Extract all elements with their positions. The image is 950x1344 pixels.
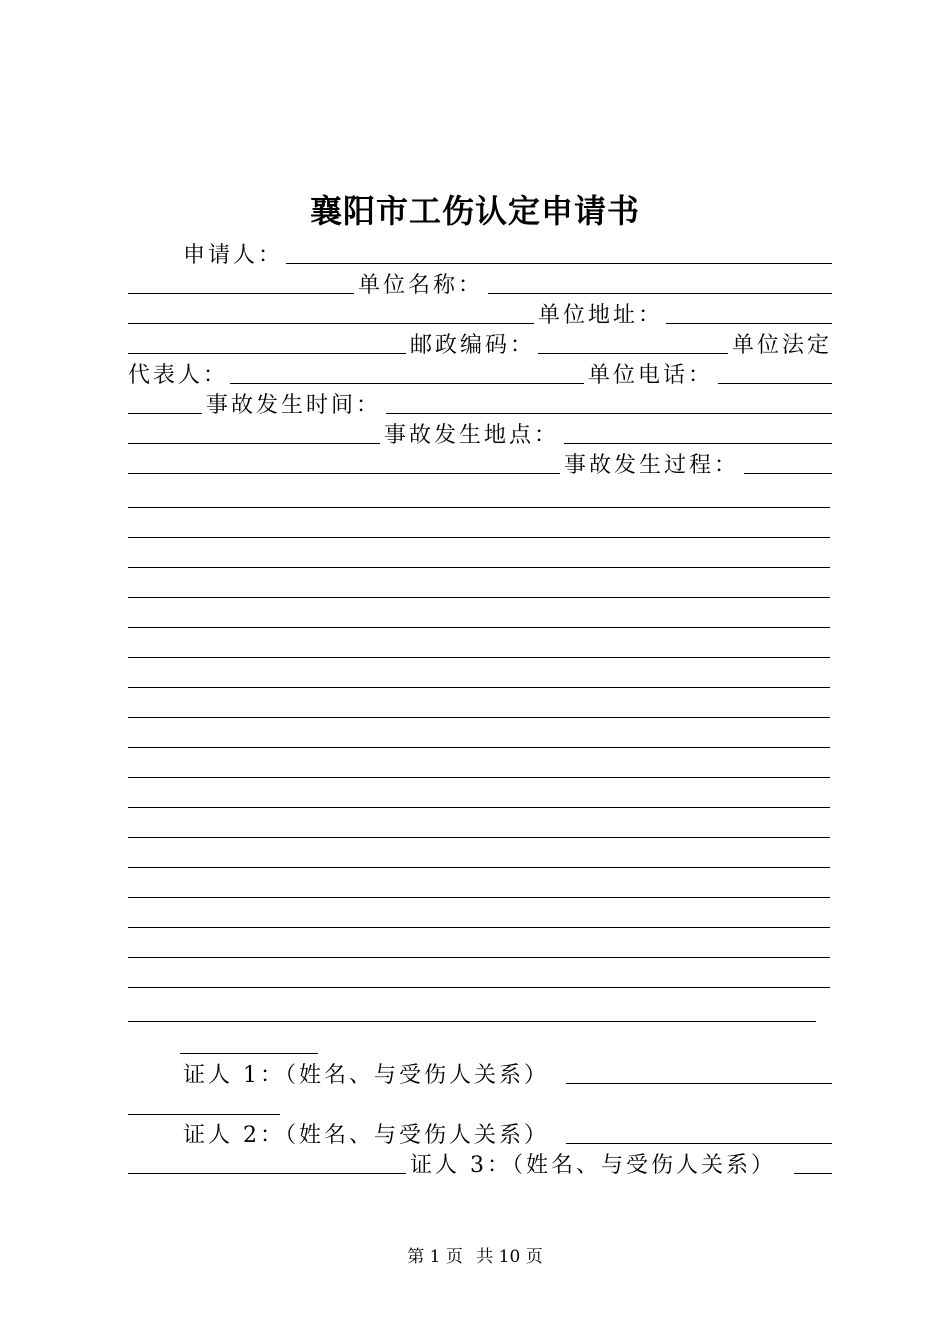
form-line-postal-code: [128, 331, 832, 361]
label-accident-place: 事故发生地点：: [384, 423, 560, 448]
label-applicant: 申请人：: [183, 243, 284, 268]
ruled-line[interactable]: [128, 537, 830, 538]
label-witness-3: 证人 3：（姓名、与受伤人关系）: [410, 1153, 776, 1178]
witness-2-blank-cont[interactable]: [128, 1173, 406, 1174]
ruled-line[interactable]: [128, 567, 830, 568]
form-line-witness-3: [128, 1151, 832, 1181]
accident-place-blank-cont[interactable]: [128, 473, 560, 474]
ruled-line[interactable]: [128, 747, 830, 748]
ruled-line[interactable]: [128, 777, 830, 778]
accident-process-blank[interactable]: [744, 473, 832, 474]
form-line-accident-time: [128, 391, 832, 421]
page-number: 第 1 页: [407, 1247, 463, 1267]
form-line-witness-1: [128, 1061, 832, 1091]
label-unit-phone: 单位电话：: [588, 363, 714, 388]
form-line-unit-address: [128, 301, 832, 331]
ruled-line[interactable]: [128, 957, 830, 958]
ruled-line[interactable]: [128, 807, 830, 808]
accident-time-blank-cont[interactable]: [128, 443, 380, 444]
ruled-line[interactable]: [128, 507, 830, 508]
ruled-line[interactable]: [128, 687, 830, 688]
page-footer: [0, 1242, 950, 1267]
legal-rep-blank[interactable]: [230, 383, 584, 384]
applicant-blank[interactable]: [286, 263, 832, 264]
ruled-line[interactable]: [128, 837, 830, 838]
unit-address-blank-cont[interactable]: [128, 353, 406, 354]
ruled-line[interactable]: [128, 717, 830, 718]
label-postal-code: 邮政编码：: [410, 333, 536, 358]
accident-place-blank[interactable]: [564, 443, 832, 444]
document-title: 襄阳市工伤认定申请书: [309, 192, 640, 230]
ruled-line[interactable]: [128, 897, 830, 898]
label-legal-rep-1: 单位法定: [732, 333, 833, 358]
ruled-line[interactable]: [128, 597, 830, 598]
form-line-accident-process: [128, 451, 832, 481]
form-line-applicant: [128, 241, 832, 271]
witness-3-blank[interactable]: [794, 1173, 832, 1174]
unit-address-blank[interactable]: [666, 323, 832, 324]
form-line-witness-2: [128, 1121, 832, 1151]
label-accident-process: 事故发生过程：: [564, 453, 740, 478]
form-line-legal-rep: [128, 361, 832, 391]
unit-name-blank-cont[interactable]: [128, 323, 534, 324]
applicant-blank-cont[interactable]: [128, 293, 354, 294]
accident-time-blank[interactable]: [386, 413, 832, 414]
witness-1-blank-cont[interactable]: [128, 1114, 280, 1115]
label-unit-address: 单位地址：: [538, 303, 664, 328]
postal-code-blank[interactable]: [538, 353, 728, 354]
form-line-unit-name: [128, 271, 832, 301]
ruled-line[interactable]: [128, 627, 830, 628]
unit-phone-blank[interactable]: [718, 383, 832, 384]
ruled-line[interactable]: [128, 657, 830, 658]
ruled-line[interactable]: [128, 1021, 816, 1022]
label-witness-1: 证人 1：（姓名、与受伤人关系）: [183, 1063, 549, 1088]
unit-phone-blank-cont[interactable]: [128, 413, 202, 414]
accident-process-end-blank[interactable]: [180, 1053, 318, 1054]
unit-name-blank[interactable]: [488, 293, 832, 294]
label-accident-time: 事故发生时间：: [206, 393, 382, 418]
witness-2-blank[interactable]: [566, 1143, 832, 1144]
label-unit-name: 单位名称：: [358, 273, 484, 298]
label-witness-2: 证人 2：（姓名、与受伤人关系）: [183, 1123, 549, 1148]
page-total: 共 10 页: [476, 1247, 543, 1267]
witness-1-blank[interactable]: [566, 1083, 832, 1084]
ruled-line[interactable]: [128, 867, 830, 868]
ruled-line[interactable]: [128, 927, 830, 928]
form-line-accident-place: [128, 421, 832, 451]
ruled-line[interactable]: [128, 987, 830, 988]
label-legal-rep-2: 代表人：: [128, 363, 229, 388]
